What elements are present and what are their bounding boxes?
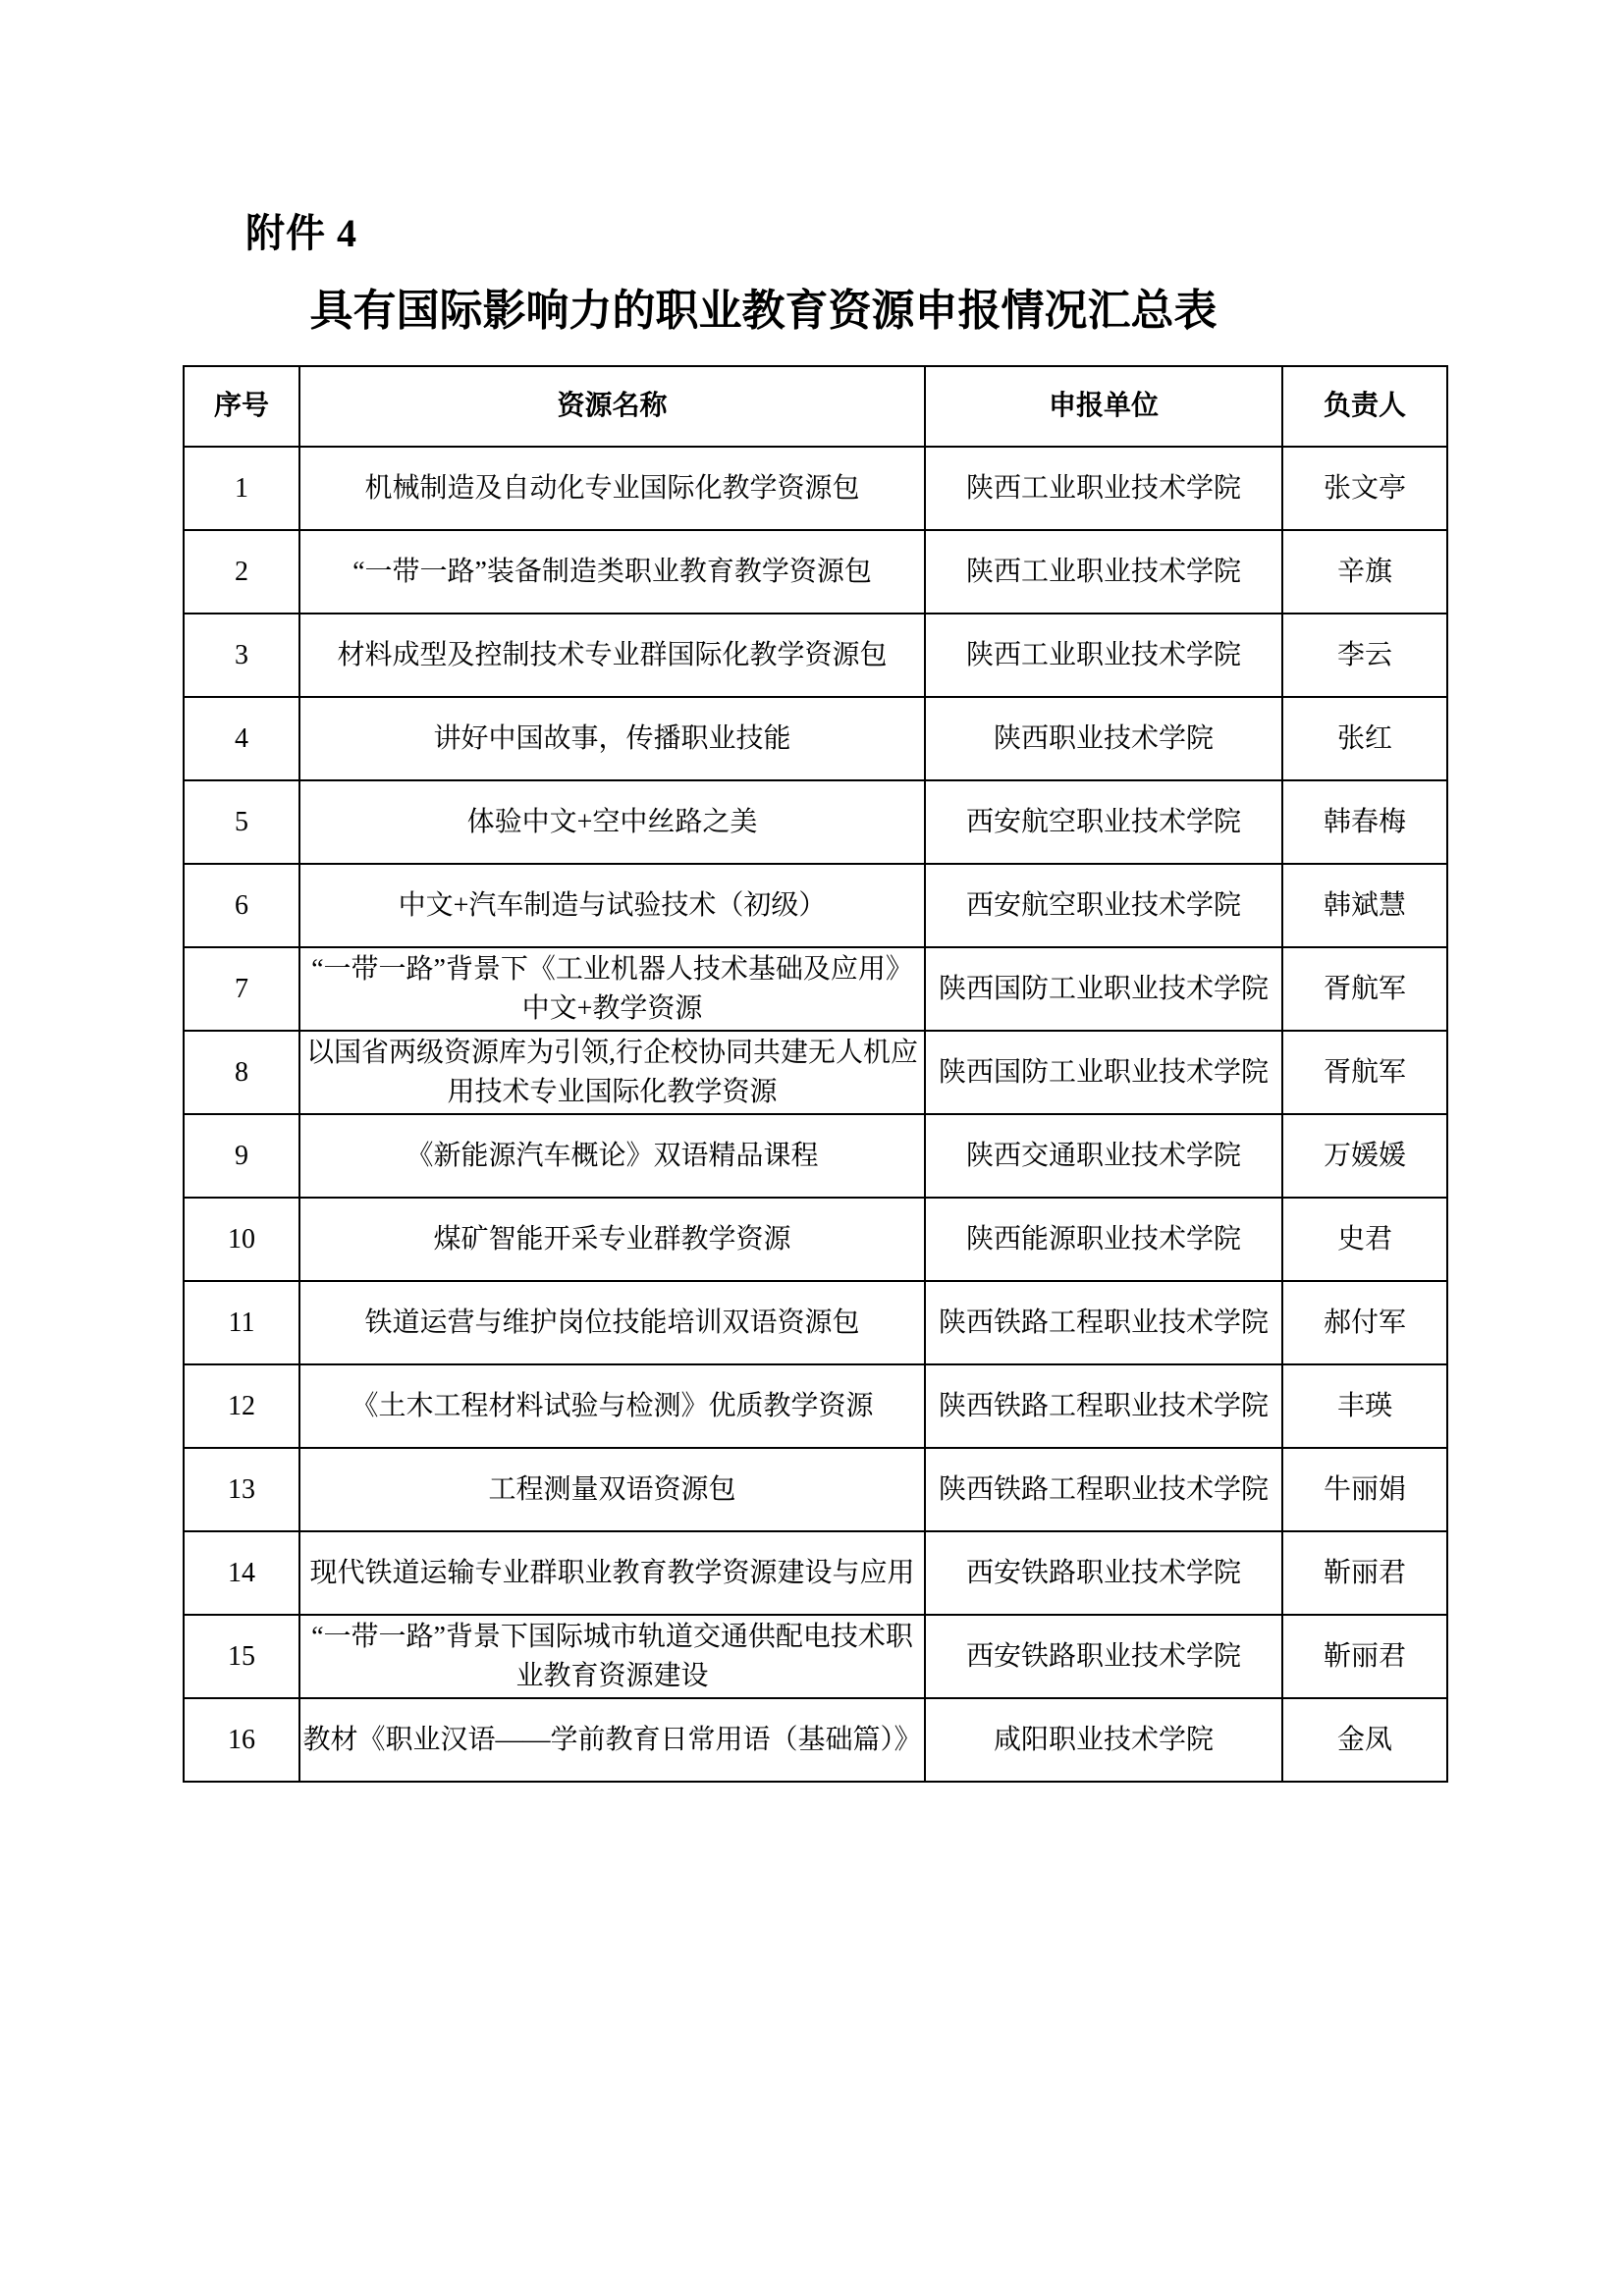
- table-row: [184, 864, 1447, 947]
- row-applicant-unit: 陕西能源职业技术学院: [925, 1198, 1282, 1281]
- row-serial-number: 9: [184, 1114, 299, 1198]
- row-applicant-unit: 西安航空职业技术学院: [925, 780, 1282, 864]
- row-person-in-charge: 万媛媛: [1282, 1114, 1447, 1198]
- row-resource-name: 机械制造及自动化专业国际化教学资源包: [299, 447, 925, 530]
- page-title: 具有国际影响力的职业教育资源申报情况汇总表: [309, 287, 1218, 335]
- attachment-label: 附件 4: [245, 211, 357, 255]
- table-row: [184, 1448, 1447, 1531]
- row-person-in-charge: 韩斌慧: [1282, 864, 1447, 947]
- row-applicant-unit: 西安铁路职业技术学院: [925, 1615, 1282, 1698]
- table-row: [184, 447, 1447, 530]
- row-applicant-unit: 咸阳职业技术学院: [925, 1698, 1282, 1782]
- row-serial-number: 2: [184, 530, 299, 614]
- row-resource-name: “一带一路”装备制造类职业教育教学资源包: [299, 530, 925, 614]
- row-resource-name: 体验中文+空中丝路之美: [299, 780, 925, 864]
- row-resource-name: “一带一路”背景下国际城市轨道交通供配电技术职业教育资源建设: [299, 1615, 925, 1698]
- row-resource-name: 材料成型及控制技术专业群国际化教学资源包: [299, 614, 925, 697]
- row-serial-number: 3: [184, 614, 299, 697]
- row-person-in-charge: 韩春梅: [1282, 780, 1447, 864]
- row-serial-number: 8: [184, 1031, 299, 1114]
- row-person-in-charge: 张文亭: [1282, 447, 1447, 530]
- header-applicant-unit: 申报单位: [925, 366, 1282, 447]
- row-serial-number: 14: [184, 1531, 299, 1615]
- row-serial-number: 15: [184, 1615, 299, 1698]
- row-person-in-charge: 丰瑛: [1282, 1364, 1447, 1448]
- row-applicant-unit: 陕西铁路工程职业技术学院: [925, 1448, 1282, 1531]
- table-row: [184, 1615, 1447, 1698]
- row-serial-number: 16: [184, 1698, 299, 1782]
- row-resource-name: 以国省两级资源库为引领,行企校协同共建无人机应用技术专业国际化教学资源: [299, 1031, 925, 1114]
- table-row: [184, 1031, 1447, 1114]
- table-row: [184, 1364, 1447, 1448]
- row-serial-number: 1: [184, 447, 299, 530]
- row-person-in-charge: 史君: [1282, 1198, 1447, 1281]
- row-serial-number: 12: [184, 1364, 299, 1448]
- table-row: [184, 1198, 1447, 1281]
- row-person-in-charge: 靳丽君: [1282, 1531, 1447, 1615]
- row-resource-name: 现代铁道运输专业群职业教育教学资源建设与应用: [299, 1531, 925, 1615]
- row-serial-number: 6: [184, 864, 299, 947]
- row-resource-name: 教材《职业汉语——学前教育日常用语（基础篇）》: [299, 1698, 925, 1782]
- header-person-in-charge: 负责人: [1282, 366, 1447, 447]
- row-resource-name: 铁道运营与维护岗位技能培训双语资源包: [299, 1281, 925, 1364]
- table-row: [184, 1281, 1447, 1364]
- table-row: [184, 530, 1447, 614]
- table-row: [184, 1698, 1447, 1782]
- row-resource-name: 中文+汽车制造与试验技术（初级）: [299, 864, 925, 947]
- row-resource-name: 讲好中国故事，传播职业技能: [299, 697, 925, 780]
- summary-table: [183, 365, 1448, 1783]
- row-resource-name: 煤矿智能开采专业群教学资源: [299, 1198, 925, 1281]
- row-person-in-charge: 胥航军: [1282, 1031, 1447, 1114]
- row-applicant-unit: 陕西国防工业职业技术学院: [925, 947, 1282, 1031]
- row-applicant-unit: 陕西职业技术学院: [925, 697, 1282, 780]
- row-serial-number: 5: [184, 780, 299, 864]
- row-person-in-charge: 牛丽娟: [1282, 1448, 1447, 1531]
- row-serial-number: 13: [184, 1448, 299, 1531]
- row-person-in-charge: 胥航军: [1282, 947, 1447, 1031]
- row-applicant-unit: 陕西工业职业技术学院: [925, 614, 1282, 697]
- row-person-in-charge: 李云: [1282, 614, 1447, 697]
- row-applicant-unit: 陕西工业职业技术学院: [925, 530, 1282, 614]
- table-row: [184, 780, 1447, 864]
- row-applicant-unit: 西安铁路职业技术学院: [925, 1531, 1282, 1615]
- row-resource-name: 《土木工程材料试验与检测》优质教学资源: [299, 1364, 925, 1448]
- row-person-in-charge: 张红: [1282, 697, 1447, 780]
- row-serial-number: 10: [184, 1198, 299, 1281]
- row-applicant-unit: 西安航空职业技术学院: [925, 864, 1282, 947]
- table-header-row: [184, 366, 1447, 447]
- row-applicant-unit: 陕西交通职业技术学院: [925, 1114, 1282, 1198]
- table-row: [184, 1114, 1447, 1198]
- row-person-in-charge: 金凤: [1282, 1698, 1447, 1782]
- row-person-in-charge: 辛旗: [1282, 530, 1447, 614]
- row-person-in-charge: 郝付军: [1282, 1281, 1447, 1364]
- row-serial-number: 11: [184, 1281, 299, 1364]
- row-applicant-unit: 陕西国防工业职业技术学院: [925, 1031, 1282, 1114]
- table-row: [184, 614, 1447, 697]
- row-person-in-charge: 靳丽君: [1282, 1615, 1447, 1698]
- row-serial-number: 7: [184, 947, 299, 1031]
- header-resource-name: 资源名称: [299, 366, 925, 447]
- table-row: [184, 697, 1447, 780]
- table-row: [184, 1531, 1447, 1615]
- row-resource-name: 《新能源汽车概论》双语精品课程: [299, 1114, 925, 1198]
- row-applicant-unit: 陕西铁路工程职业技术学院: [925, 1281, 1282, 1364]
- row-resource-name: 工程测量双语资源包: [299, 1448, 925, 1531]
- table-row: [184, 947, 1447, 1031]
- header-serial-number: 序号: [184, 366, 299, 447]
- row-applicant-unit: 陕西铁路工程职业技术学院: [925, 1364, 1282, 1448]
- row-resource-name: “一带一路”背景下《工业机器人技术基础及应用》中文+教学资源: [299, 947, 925, 1031]
- row-serial-number: 4: [184, 697, 299, 780]
- row-applicant-unit: 陕西工业职业技术学院: [925, 447, 1282, 530]
